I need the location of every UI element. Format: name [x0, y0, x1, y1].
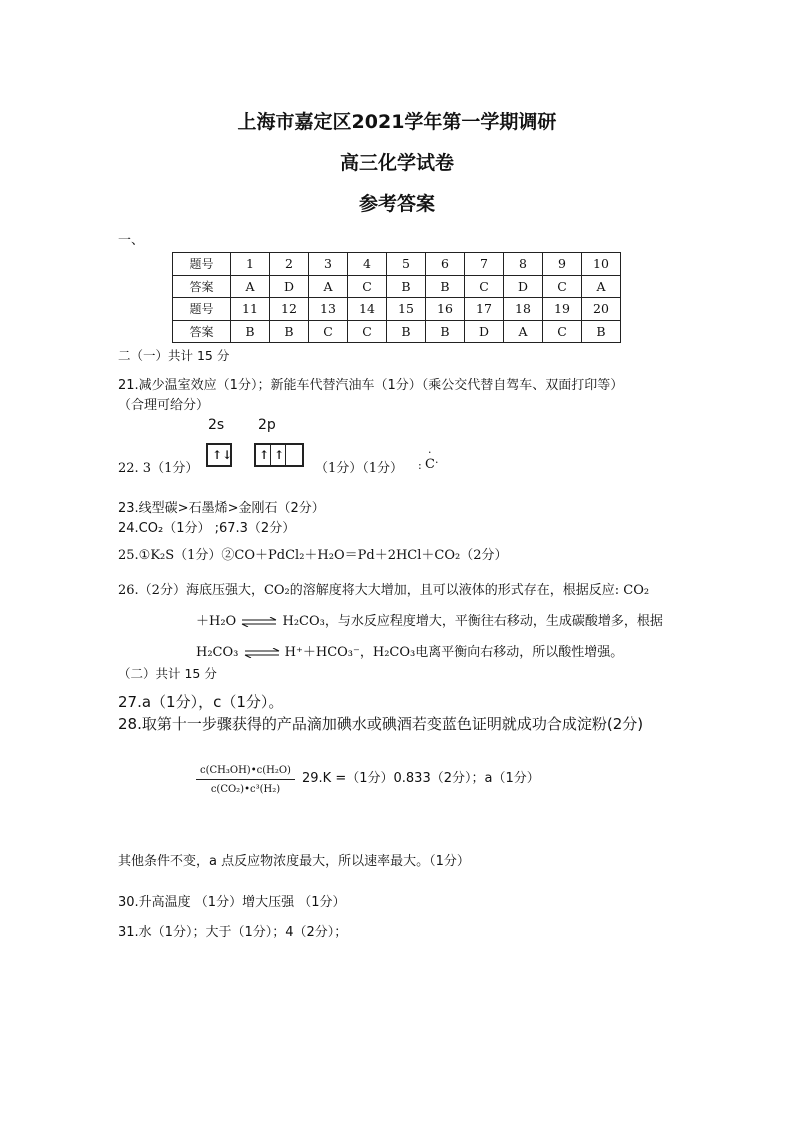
table-cell: 11 — [231, 298, 270, 321]
q21-line1: 21.减少温室效应（1分）；新能车代替汽油车（1分）（乘公交代替自驾车、双面打印等） — [118, 378, 624, 393]
page-subtitle: 高三化学试卷 — [339, 152, 454, 174]
orbital-2p-box — [254, 443, 304, 467]
table-cell: 7 — [465, 253, 504, 276]
table-cell: C — [348, 320, 387, 343]
table-cell: 14 — [348, 298, 387, 321]
table-row — [173, 320, 621, 343]
table-cell: B — [582, 320, 621, 343]
table-cell: C — [543, 275, 582, 298]
table-cell: 1 — [231, 253, 270, 276]
orbital-2s-box — [206, 443, 232, 467]
table-cell: B — [426, 320, 465, 343]
table-cell: D — [270, 275, 309, 298]
table-cell: C — [543, 320, 582, 343]
electron-up-icon: ↑ — [274, 448, 285, 462]
page-title: 上海市嘉定区2021学年第一学期调研 — [237, 111, 557, 133]
table-cell: 6 — [426, 253, 465, 276]
table-cell: A — [309, 275, 348, 298]
table-row — [173, 253, 621, 276]
table-cell: 10 — [582, 253, 621, 276]
q22-middle: （1分）（1分） — [315, 461, 404, 476]
table-cell: A — [582, 275, 621, 298]
section-one-label: 一、 — [118, 233, 145, 248]
table-cell: 20 — [582, 298, 621, 321]
q31: 31.水（1分）；大于（1分）；4（2分）； — [118, 925, 348, 940]
table-cell: D — [504, 275, 543, 298]
section-2-2-heading: （二）共计 15 分 — [118, 666, 217, 681]
row-header: 题号 — [173, 298, 231, 321]
q21-line2: （合理可给分） — [118, 398, 210, 413]
row-header: 答案 — [173, 320, 231, 343]
fraction-denominator: c(CO₂)•c³(H₂) — [210, 784, 281, 795]
q29: 29.K =（1分）0.833（2分）；a（1分） — [302, 771, 540, 786]
table-cell: 5 — [387, 253, 426, 276]
table-cell: B — [231, 320, 270, 343]
table-cell: D — [465, 320, 504, 343]
table-cell: 16 — [426, 298, 465, 321]
table-cell: 3 — [309, 253, 348, 276]
answer-key-title: 参考答案 — [358, 193, 435, 215]
q26-line2: ＋H₂O H₂CO₃，与水反应程度增大，平衡往右移动，生成碳酸增多，根据 — [196, 614, 663, 629]
table-cell: 17 — [465, 298, 504, 321]
q27: 27.a（1分），c（1分）。 — [118, 693, 284, 711]
table-cell: 13 — [309, 298, 348, 321]
table-cell: 15 — [387, 298, 426, 321]
table-cell: 9 — [543, 253, 582, 276]
table-cell: B — [387, 320, 426, 343]
equilibrium-constant-fraction — [196, 765, 295, 795]
table-cell: B — [426, 275, 465, 298]
q28: 28.取第十一步骤获得的产品滴加碘水或碘酒若变蓝色证明就成功合成淀粉(2分) — [118, 715, 644, 733]
table-cell: A — [231, 275, 270, 298]
table-cell: 12 — [270, 298, 309, 321]
table-cell: 2 — [270, 253, 309, 276]
equilibrium-arrow-icon — [243, 648, 281, 658]
table-cell: C — [465, 275, 504, 298]
equilibrium-arrow-icon — [240, 617, 278, 627]
table-cell: C — [348, 275, 387, 298]
q30: 30.升高温度 （1分）增大压强 （1分） — [118, 895, 346, 910]
table-row — [173, 298, 621, 321]
paired-electrons-icon: ↑↓ — [212, 448, 233, 462]
q29-explanation: 其他条件不变，a 点反应物浓度最大，所以速率最大。（1分） — [118, 854, 470, 869]
q26-line3: H₂CO₃ H⁺＋HCO₃⁻，H₂CO₃电离平衡向右移动，所以酸性增强。 — [196, 645, 624, 660]
section-2-1-heading: 二（一）共计 15 分 — [118, 348, 230, 363]
table-cell: 19 — [543, 298, 582, 321]
orbital-2p-label: 2p — [258, 417, 276, 433]
q24: 24.CO₂（1分） ;67.3（2分） — [118, 521, 296, 536]
q26-line1: 26.（2分）海底压强大，CO₂的溶解度将大大增加，且可以液体的形式存在，根据反应: CO₂ — [118, 583, 650, 598]
table-cell: 8 — [504, 253, 543, 276]
row-header: 答案 — [173, 275, 231, 298]
q22-prefix: 22. 3（1分） — [118, 461, 199, 476]
q23: 23.线型碳>石墨烯>金刚石（2分） — [118, 501, 325, 516]
table-cell: A — [504, 320, 543, 343]
row-header: 题号 — [173, 253, 231, 276]
table-cell: B — [387, 275, 426, 298]
carbon-symbol: C — [425, 457, 435, 472]
answer-table — [172, 252, 621, 343]
electron-up-icon: ↑ — [259, 448, 270, 462]
table-cell: C — [309, 320, 348, 343]
q25: 25.①K₂S（1分）②CO＋PdCl₂＋H₂O＝Pd＋2HCl＋CO₂（2分） — [118, 548, 508, 563]
orbital-2s-label: 2s — [208, 417, 225, 433]
table-cell: B — [270, 320, 309, 343]
table-row — [173, 275, 621, 298]
table-cell: 18 — [504, 298, 543, 321]
table-cell: 4 — [348, 253, 387, 276]
fraction-numerator: c(CH₃OH)•c(H₂O) — [196, 765, 295, 780]
